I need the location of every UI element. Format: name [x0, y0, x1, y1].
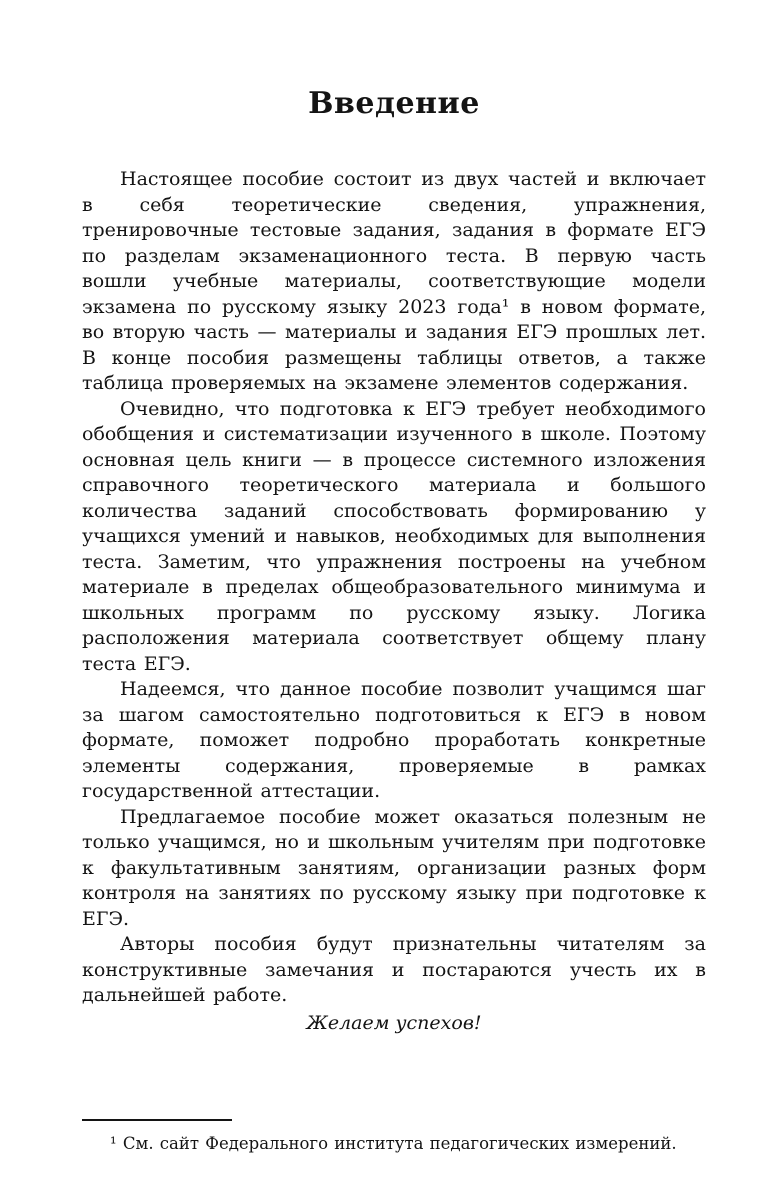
footnote-text: ¹ См. сайт Федерального института педагогических измерений.: [110, 1134, 677, 1153]
paragraph-authors: Авторы пособия будут признательны читателям за конструктивные замечания и постараются учесть их в дальнейшей работе.: [82, 933, 706, 1006]
paragraph-audience: Предлагаемое пособие может оказаться полезным не только учащимся, но и школьным учителям при подготовке к факультативным занятиям, организации разных форм контроля на занятиях по русскому языку при подготовке к ЕГЭ.: [82, 805, 706, 930]
paragraph-goal: Очевидно, что подготовка к ЕГЭ требует необходимого обобщения и систематизации изученного в школе. Поэтому основная цель книги — в процессе системного изложения справочного теоретического материала и большого количества заданий способствовать формированию у учащихся умений и навыков, необходимых для выполнения теста. Заметим, что упражнения построены на учебном материале в пределах общеобразовательного минимума и школьных программ по русскому языку. Логика расположения материала соответствует общему плану теста ЕГЭ.: [82, 397, 706, 675]
paragraph-intro: Настоящее пособие состоит из двух частей и включает в себя теоретические сведения, упражнения, тренировочные тестовые задания, задания в формате ЕГЭ по разделам экзаменационного теста. В первую часть вошли учебные материалы, соответствующие модели экзамена по русскому языку 2023 года¹ в новом формате, во вторую часть — материалы и задания ЕГЭ прошлых лет. В конце пособия размещены таблицы ответов, а также таблица проверяемых на экзамене элементов содержания.: [82, 168, 706, 394]
footnote-area: [82, 1119, 706, 1155]
body-text: [82, 167, 706, 1009]
closing-line: Желаем успехов!: [306, 1011, 482, 1034]
paragraph-hope: Надеемся, что данное пособие позволит учащимся шаг за шагом самостоятельно подготовиться к ЕГЭ в новом формате, поможет подробно проработать конкретные элементы содержания, проверяемые в рамках государственной аттестации.: [82, 678, 706, 802]
page-title: Введение: [308, 86, 480, 121]
footnote-divider: [82, 1119, 232, 1121]
